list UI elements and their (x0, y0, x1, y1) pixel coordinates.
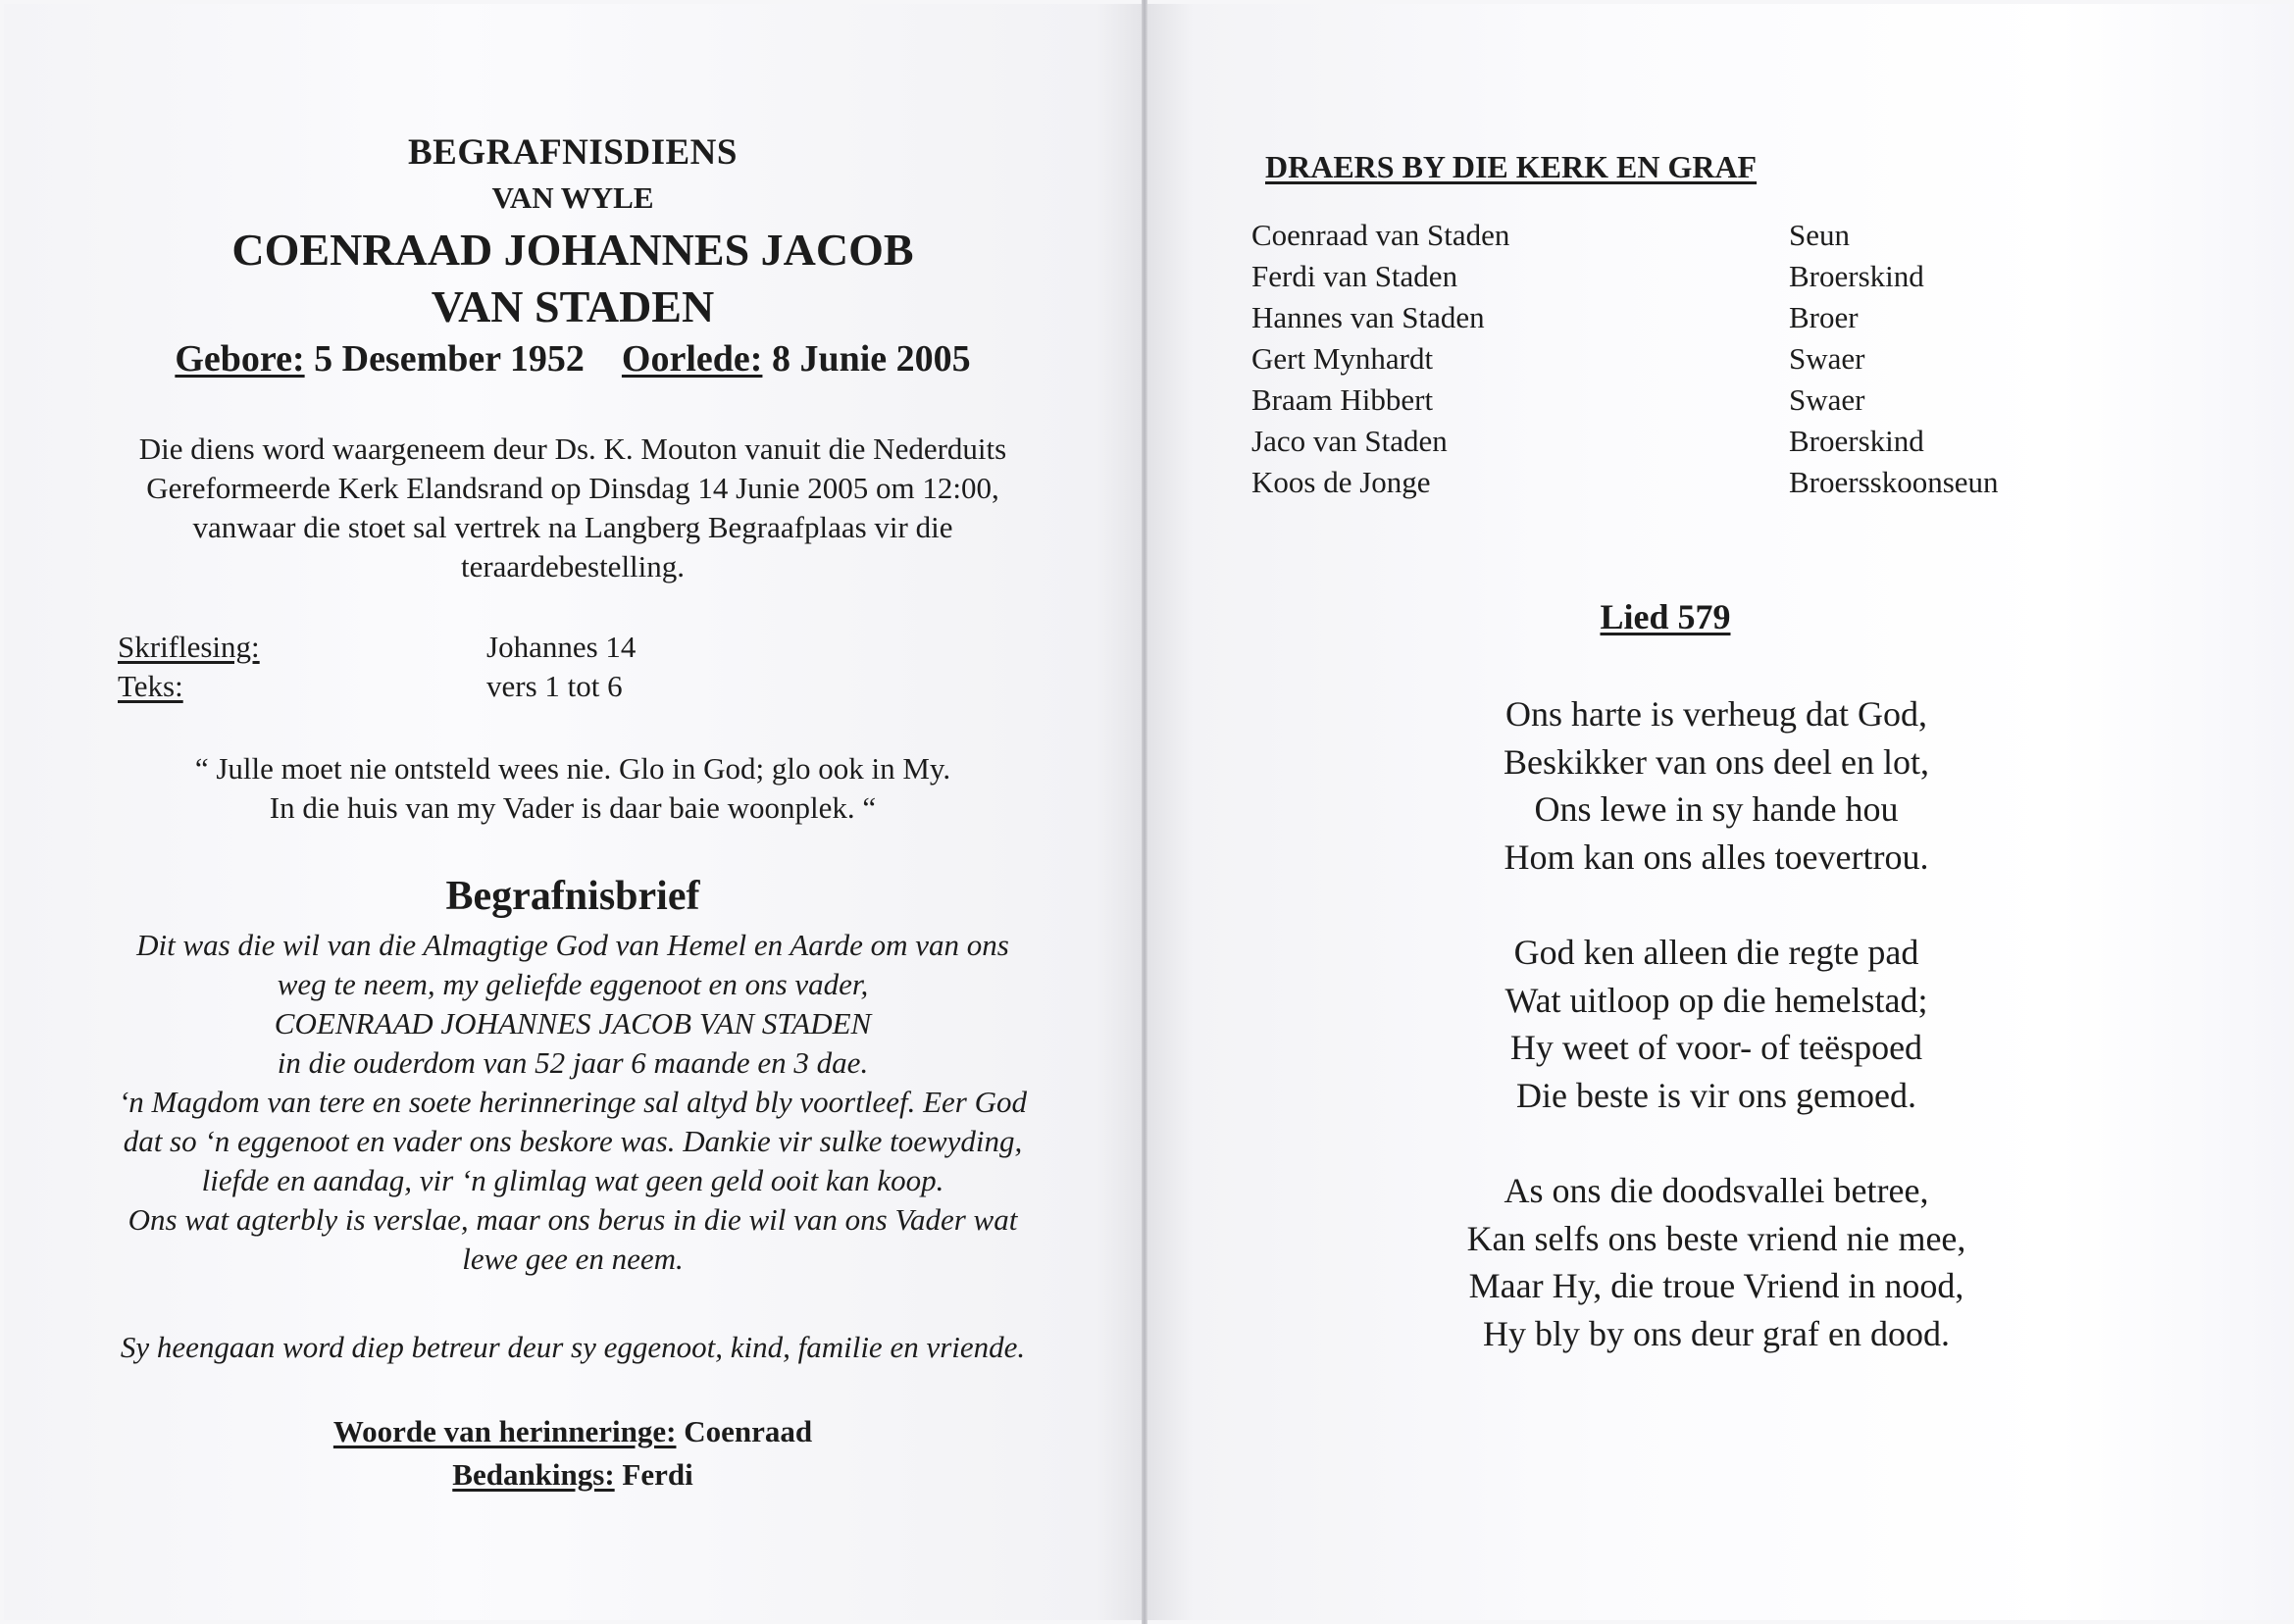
pallbearer-relation: Swaer (1789, 382, 1865, 417)
memories-label: Woorde van herinneringe: (332, 1414, 677, 1448)
born-label: Gebore: (175, 338, 305, 380)
hymn-verse-3 (1226, 1167, 2207, 1357)
reading-value: Johannes 14 (486, 630, 637, 664)
pallbearer-relation: Broerskind (1789, 424, 1924, 458)
pallbearer-name: Braam Hibbert (1251, 382, 1434, 417)
hymn-line: Ons harte is verheug dat God, (1505, 694, 1927, 734)
van-wyle-line: VAN WYLE (491, 180, 654, 215)
service-line: vanwaar die stoet sal vertrek na Langberg Begraafplaas vir die (192, 510, 953, 544)
hymn-line: Hom kan ons alles toevertrou. (1504, 837, 1929, 877)
pallbearer-name: Jaco van Staden (1251, 424, 1448, 458)
pallbearer-name: Ferdi van Staden (1251, 259, 1458, 293)
pallbearer-row (1251, 424, 2095, 465)
pallbearer-row (1251, 341, 2095, 382)
text-label: Teks: (118, 669, 183, 703)
text-row (4, 667, 1142, 706)
letter-line: in die ouderdom van 52 jaar 6 maande en 3 dae. (277, 1045, 869, 1080)
hymn-line: As ons die doodsvallei betree, (1504, 1171, 1929, 1210)
hymn-title: Lied 579 (1600, 597, 1731, 636)
deceased-name-line2: VAN STADEN (431, 281, 715, 331)
pallbearer-row (1251, 218, 2095, 259)
thanks-label: Bedankings: (452, 1457, 615, 1492)
brief-title: Begrafnisbrief (445, 874, 700, 919)
pallbearer-name: Koos de Jonge (1251, 465, 1431, 499)
died-label: Oorlede: (621, 338, 763, 380)
service-line: Gereformeerde Kerk Elandsrand op Dinsdag 14 Junie 2005 om 12:00, (146, 471, 999, 505)
pallbearers-list (1251, 218, 2095, 506)
hymn-line: God ken alleen die regte pad (1513, 933, 1919, 972)
pallbearer-relation: Broersskoonseun (1789, 465, 1999, 499)
letter-line: ‘n Magdom van tere en soete herinneringe sal altyd bly voortleef. Eer God (118, 1085, 1028, 1119)
text-value: vers 1 tot 6 (486, 669, 623, 703)
hymn-verse-1 (1226, 690, 2207, 881)
letter-line: Ons wat agterbly is verslae, maar ons berus in die wil van ons Vader wat (127, 1202, 1018, 1237)
thanks-row (4, 1457, 1142, 1493)
pallbearer-relation: Broer (1789, 300, 1859, 334)
letter-line: COENRAAD JOHANNES JACOB VAN STADEN (274, 1006, 872, 1040)
pallbearer-name: Coenraad van Staden (1251, 218, 1510, 252)
hymn-verse-2 (1226, 929, 2207, 1119)
pallbearer-row (1251, 259, 2095, 300)
letter-line: dat so ‘n eggenoot en vader ons beskore was. Dankie vir sulke toewyding, (123, 1124, 1023, 1158)
pallbearer-relation: Swaer (1789, 341, 1865, 376)
pallbearer-row (1251, 382, 2095, 424)
service-line: teraardebestelling. (460, 549, 686, 584)
thanks-value: Ferdi (622, 1457, 693, 1492)
pallbearer-relation: Broerskind (1789, 259, 1924, 293)
pallbearer-name: Hannes van Staden (1251, 300, 1485, 334)
born-date: 5 Desember 1952 (314, 338, 585, 380)
hymn-line: Die beste is vir ons gemoed. (1516, 1075, 1916, 1115)
reading-label: Skriflesing: (118, 630, 260, 664)
hymn-line: Kan selfs ons beste vriend nie mee, (1466, 1218, 1966, 1258)
letter-line: liefde en aandag, vir ‘n glimlag wat geen geld ooit kan koop. (201, 1163, 944, 1197)
pallbearer-row (1251, 300, 2095, 341)
hymn-line: Hy weet of voor- of teëspoed (1509, 1028, 1923, 1067)
left-page (4, 4, 1142, 1620)
dates-row (4, 337, 1142, 381)
letter-line: Dit was die wil van die Almagtige God van Hemel en Aarde om van ons (136, 928, 1009, 962)
pallbearer-relation: Seun (1789, 218, 1850, 252)
funeral-letter (73, 926, 1073, 1279)
quote-line: “ Julle moet nie ontsteld wees nie. Glo in God; glo ook in My. (194, 751, 951, 786)
service-title: BEGRAFNISDIENS (408, 132, 738, 173)
mourning-line: Sy heengaan word diep betreur deur sy eggenoot, kind, familie en vriende. (120, 1330, 1026, 1364)
hymn-line: Maar Hy, die troue Vriend in nood, (1468, 1266, 1964, 1305)
hymn-line: Beskikker van ons deel en lot, (1504, 741, 1929, 782)
quote-line: In die huis van my Vader is daar baie woonplek. “ (269, 790, 877, 825)
scripture-quote (4, 749, 1142, 828)
letter-line: weg te neem, my geliefde eggenoot en ons vader, (277, 967, 869, 1001)
pallbearers-title: DRAERS BY DIE KERK EN GRAF (1265, 149, 1758, 184)
hymn-line: Ons lewe in sy hande hou (1534, 789, 1899, 829)
deceased-name-line1: COENRAAD JOHANNES JACOB (231, 225, 914, 275)
letter-line: lewe gee en neem. (462, 1242, 684, 1276)
service-line: Die diens word waargeneem deur Ds. K. Mouton vanuit die Nederduits (138, 431, 1007, 466)
reading-row (4, 628, 1142, 667)
memories-value: Coenraad (684, 1414, 813, 1448)
pallbearer-row (1251, 465, 2095, 506)
right-page (1147, 4, 2289, 1620)
hymn-line: Hy bly by ons deur graf en dood. (1483, 1313, 1950, 1353)
service-details (82, 430, 1063, 586)
died-date: 8 Junie 2005 (771, 338, 971, 380)
memories-row (4, 1414, 1142, 1449)
pallbearer-name: Gert Mynhardt (1251, 341, 1434, 376)
hymn-line: Wat uitloop op die hemelstad; (1504, 980, 1928, 1020)
